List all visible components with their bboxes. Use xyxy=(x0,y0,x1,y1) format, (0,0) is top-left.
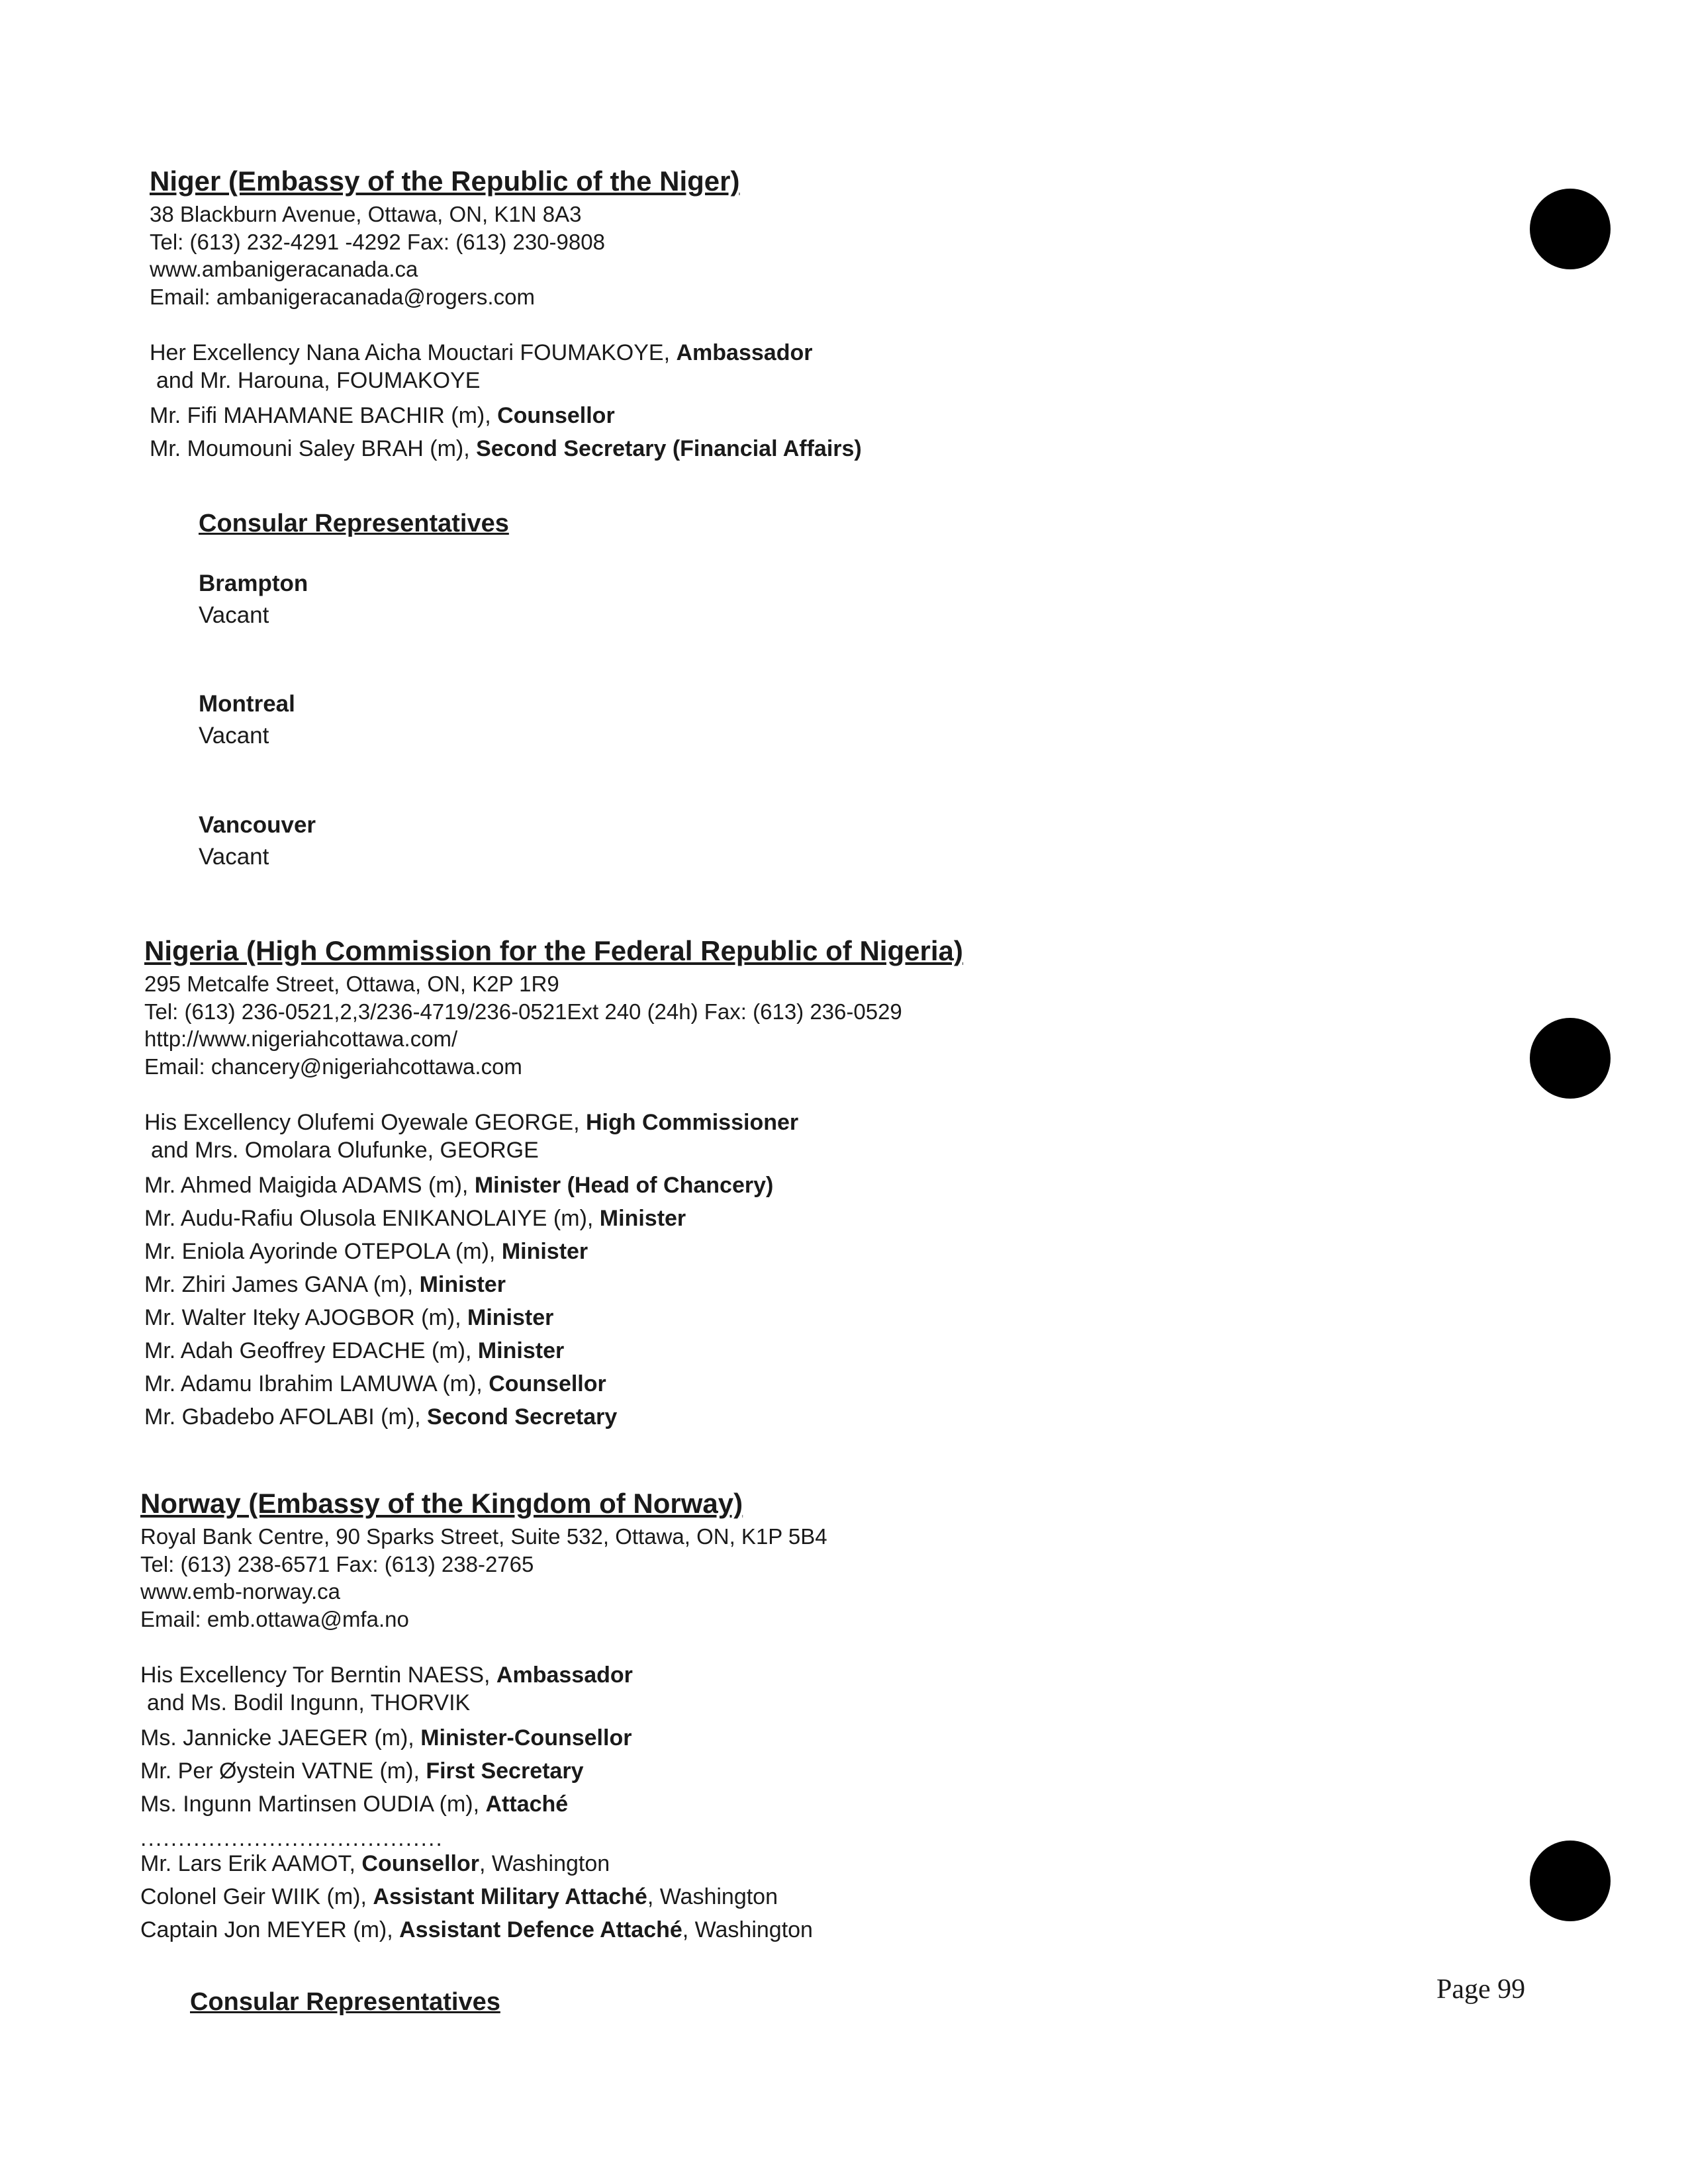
norway-head-of-mission: His Excellency Tor Berntin NAESS, Ambassador xyxy=(140,1662,633,1688)
punch-hole xyxy=(1530,1841,1611,1921)
norway-accredited-row: Colonel Geir WIIK (m), Assistant Military Attaché, Washington xyxy=(140,1884,778,1909)
nigeria-staff-row: Mr. Audu-Rafiu Olusola ENIKANOLAIYE (m), Minister xyxy=(144,1206,686,1231)
norway-staff-row: Ms. Ingunn Martinsen OUDIA (m), Attaché xyxy=(140,1792,569,1817)
nigeria-staff-row: Mr. Walter Iteky AJOGBOR (m), Minister xyxy=(144,1305,554,1330)
nigeria-staff-row: Mr. Adamu Ibrahim LAMUWA (m), Counsellor xyxy=(144,1371,606,1396)
nigeria-email: Email: chancery@nigeriahcottawa.com xyxy=(144,1054,522,1079)
niger-consular-heading: Consular Representatives xyxy=(199,510,509,537)
norway-spouse: and Ms. Bodil Ingunn, THORVIK xyxy=(147,1690,471,1715)
niger-section xyxy=(150,165,1540,465)
norway-staff-row: Mr. Per Øystein VATNE (m), First Secretary xyxy=(140,1758,584,1784)
punch-hole xyxy=(1530,1018,1611,1099)
norway-staff-row: Ms. Jannicke JAEGER (m), Minister-Counsellor xyxy=(140,1725,632,1751)
nigeria-spouse: and Mrs. Omolara Olufunke, GEORGE xyxy=(151,1138,539,1163)
niger-email: Email: ambanigeracanada@rogers.com xyxy=(150,284,535,309)
norway-address: Royal Bank Centre, 90 Sparks Street, Suite 532, Ottawa, ON, K1P 5B4 xyxy=(140,1524,827,1549)
nigeria-staff-row: Mr. Adah Geoffrey EDACHE (m), Minister xyxy=(144,1338,565,1363)
niger-website: www.ambanigeracanada.ca xyxy=(150,257,418,281)
norway-tel: Tel: (613) 238-6571 Fax: (613) 238-2765 xyxy=(140,1551,534,1576)
norway-website: www.emb-norway.ca xyxy=(140,1579,340,1604)
nigeria-staff-row: Mr. Ahmed Maigida ADAMS (m), Minister (Head of Chancery) xyxy=(144,1173,774,1198)
nigeria-website: http://www.nigeriahcottawa.com/ xyxy=(144,1026,458,1051)
nigeria-tel: Tel: (613) 236-0521,2,3/236-4719/236-0521Ext 240 (24h) Fax: (613) 236-0529 xyxy=(144,999,902,1024)
norway-consular-heading: Consular Representatives xyxy=(190,1988,500,2016)
nigeria-staff-row: Mr. Zhiri James GANA (m), Minister xyxy=(144,1272,506,1297)
norway-accredited-row: Captain Jon MEYER (m), Assistant Defence Attaché, Washington xyxy=(140,1917,813,1942)
norway-heading: Norway (Embassy of the Kingdom of Norway) xyxy=(140,1488,743,1519)
niger-spouse: and Mr. Harouna, FOUMAKOYE xyxy=(156,368,481,393)
niger-staff-row: Mr. Fifi MAHAMANE BACHIR (m), Counsellor xyxy=(150,403,615,428)
niger-address: 38 Blackburn Avenue, Ottawa, ON, K1N 8A3 xyxy=(150,202,582,226)
niger-consular-city: Montreal Vacant xyxy=(199,691,295,749)
norway-email: Email: emb.ottawa@mfa.no xyxy=(140,1606,409,1631)
nigeria-staff-row: Mr. Eniola Ayorinde OTEPOLA (m), Minister xyxy=(144,1239,588,1264)
niger-head-of-mission: Her Excellency Nana Aicha Mouctari FOUMAKOYE, Ambassador xyxy=(150,340,813,365)
nigeria-head-of-mission: His Excellency Olufemi Oyewale GEORGE, High Commissioner xyxy=(144,1110,799,1135)
nigeria-staff-row: Mr. Gbadebo AFOLABI (m), Second Secretary xyxy=(144,1404,618,1430)
separator-dots: ........................................ xyxy=(140,1826,444,1851)
nigeria-address: 295 Metcalfe Street, Ottawa, ON, K2P 1R9 xyxy=(144,972,559,996)
punch-hole xyxy=(1530,189,1611,269)
nigeria-section xyxy=(144,934,1534,1433)
niger-consular-city: Brampton Vacant xyxy=(199,570,308,628)
niger-staff-row: Mr. Moumouni Saley BRAH (m), Second Secretary (Financial Affairs) xyxy=(150,436,862,461)
nigeria-heading: Nigeria (High Commission for the Federal Republic of Nigeria) xyxy=(144,935,963,966)
niger-heading: Niger (Embassy of the Republic of the Niger) xyxy=(150,165,740,197)
niger-tel: Tel: (613) 232-4291 -4292 Fax: (613) 230-9808 xyxy=(150,229,605,254)
norway-accredited-row: Mr. Lars Erik AAMOT, Counsellor, Washington xyxy=(140,1851,610,1876)
page-number: Page 99 xyxy=(1436,1974,1526,2005)
norway-section xyxy=(140,1487,1530,1946)
niger-consular-city: Vancouver Vacant xyxy=(199,812,316,870)
